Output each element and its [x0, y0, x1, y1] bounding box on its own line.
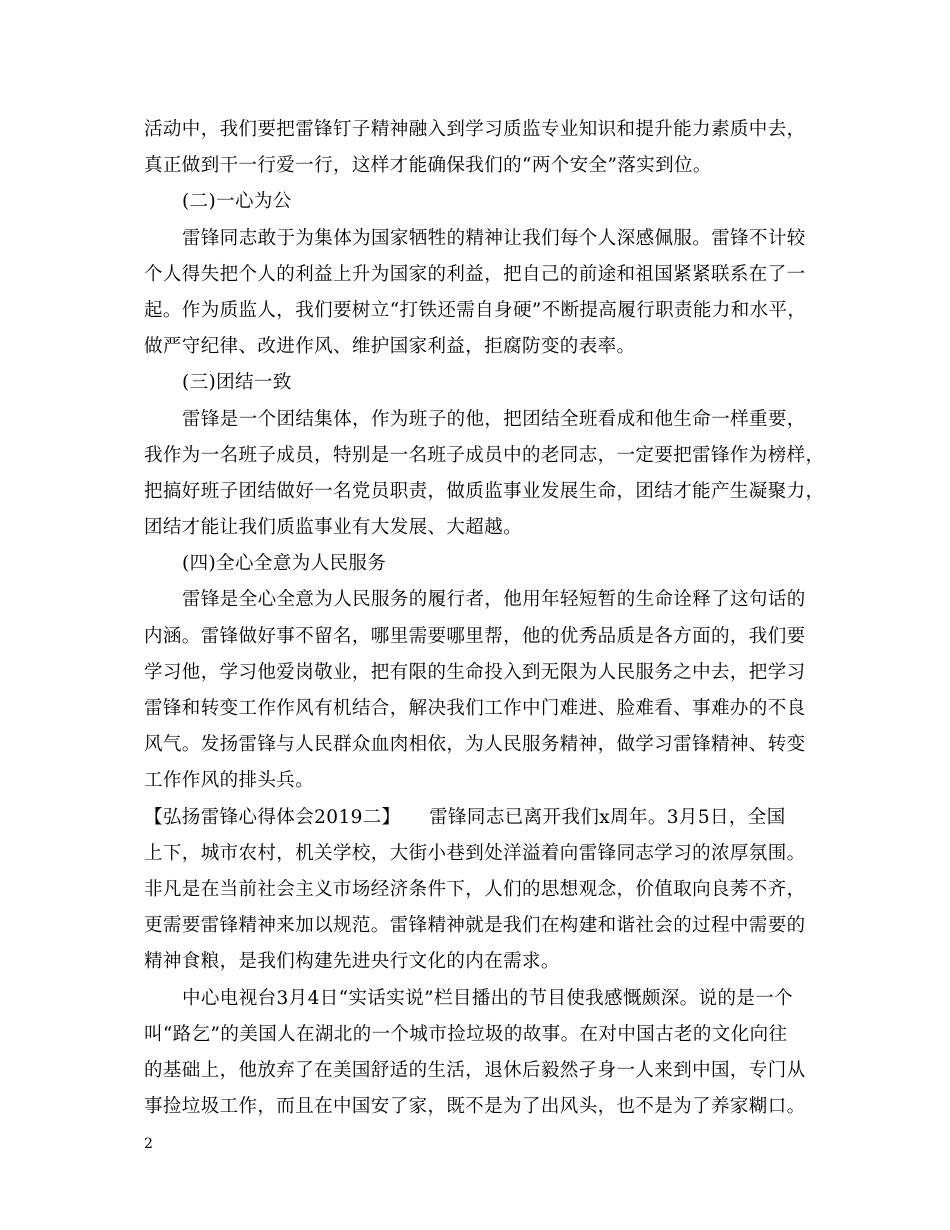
section-heading: (二)一心为公 [182, 191, 292, 213]
text-line: 叫“路乞”的美国人在湖北的一个城市捡垃圾的故事。在对中国古老的文化向往 [144, 1023, 788, 1045]
text-line: 雷锋是全心全意为人民服务的履行者，他用年轻短暂的生命诠释了这句话的 [182, 589, 806, 611]
text-line: 雷锋同志敢于为集体为国家牺牲的精神让我们每个人深感佩服。雷锋不计较 [182, 227, 806, 249]
text-line: 学习他，学习他爱岗敬业，把有限的生命投入到无限为人民服务之中去，把学习 [144, 661, 806, 683]
text-line: 个人得失把个人的利益上升为国家的利益，把自己的前途和祖国紧紧联系在了一 [144, 263, 806, 285]
text-line: 起。作为质监人，我们要树立“打铁还需自身硬”不断提高履行职责能力和水平， [144, 299, 807, 321]
section-heading: (四)全心全意为人民服务 [182, 553, 387, 575]
text-line: 把搞好班子团结做好一名党员职责，做质监事业发展生命，团结才能产生凝聚力， [144, 480, 825, 502]
text-line: 精神食粮，是我们构建先进央行文化的内在需求。 [144, 951, 560, 973]
document-body [144, 112, 824, 1125]
section-heading: (三)团结一致 [182, 372, 292, 394]
text-line: 内涵。雷锋做好事不留名，哪里需要哪里帮，他的优秀品质是各方面的，我们要 [144, 625, 806, 647]
text-line: 风气。发扬雷锋与人民群众血肉相依，为人民服务精神，做学习雷锋精神、转变 [144, 734, 806, 756]
text-line: 我作为一名班子成员，特别是一名班子成员中的老同志，一定要把雷锋作为榜样， [144, 444, 825, 466]
text-line: 雷锋是一个团结集体，作为班子的他，把团结全班看成和他生命一样重要， [182, 408, 806, 430]
article-heading-line: 【弘扬雷锋心得体会2019二】 雷锋同志已离开我们x周年。3月5日，全国 [144, 806, 786, 828]
text-line: 真正做到干一行爱一行，这样才能确保我们的“两个安全”落实到位。 [144, 155, 712, 177]
text-line: 的基础上，他放弃了在美国舒适的生活，退休后毅然孑身一人来到中国，专门从 [144, 1059, 806, 1081]
text-line: 非凡是在当前社会主义市场经济条件下，人们的思想观念，价值取向良莠不齐， [144, 878, 806, 900]
text-line: 上下，城市农村，机关学校，大街小巷到处洋溢着向雷锋同志学习的浓厚氛围。 [144, 842, 806, 864]
text-line: 更需要雷锋精神来加以规范。雷锋精神就是我们在构建和谐社会的过程中需要的 [144, 915, 806, 937]
text-line: 事捡垃圾工作，而且在中国安了家，既不是为了出风头，也不是为了养家糊口。 [144, 1096, 806, 1118]
text-line: 中心电视台3月4日“实话实说”栏目播出的节目使我感慨颇深。说的是一个 [182, 987, 794, 1009]
text-line: 团结才能让我们质监事业有大发展、大超越。 [144, 517, 523, 539]
page-number: 2 [144, 1136, 153, 1152]
text-line: 雷锋和转变工作作风有机结合，解决我们工作中门难进、脸难看、事难办的不良 [144, 698, 806, 719]
text-line: 做严守纪律、改进作风、维护国家利益，拒腐防变的表率。 [144, 336, 636, 358]
text-line: 活动中，我们要把雷锋钉子精神融入到学习质监专业知识和提升能力素质中去， [144, 119, 806, 140]
text-line: 工作作风的排头兵。 [144, 770, 315, 792]
